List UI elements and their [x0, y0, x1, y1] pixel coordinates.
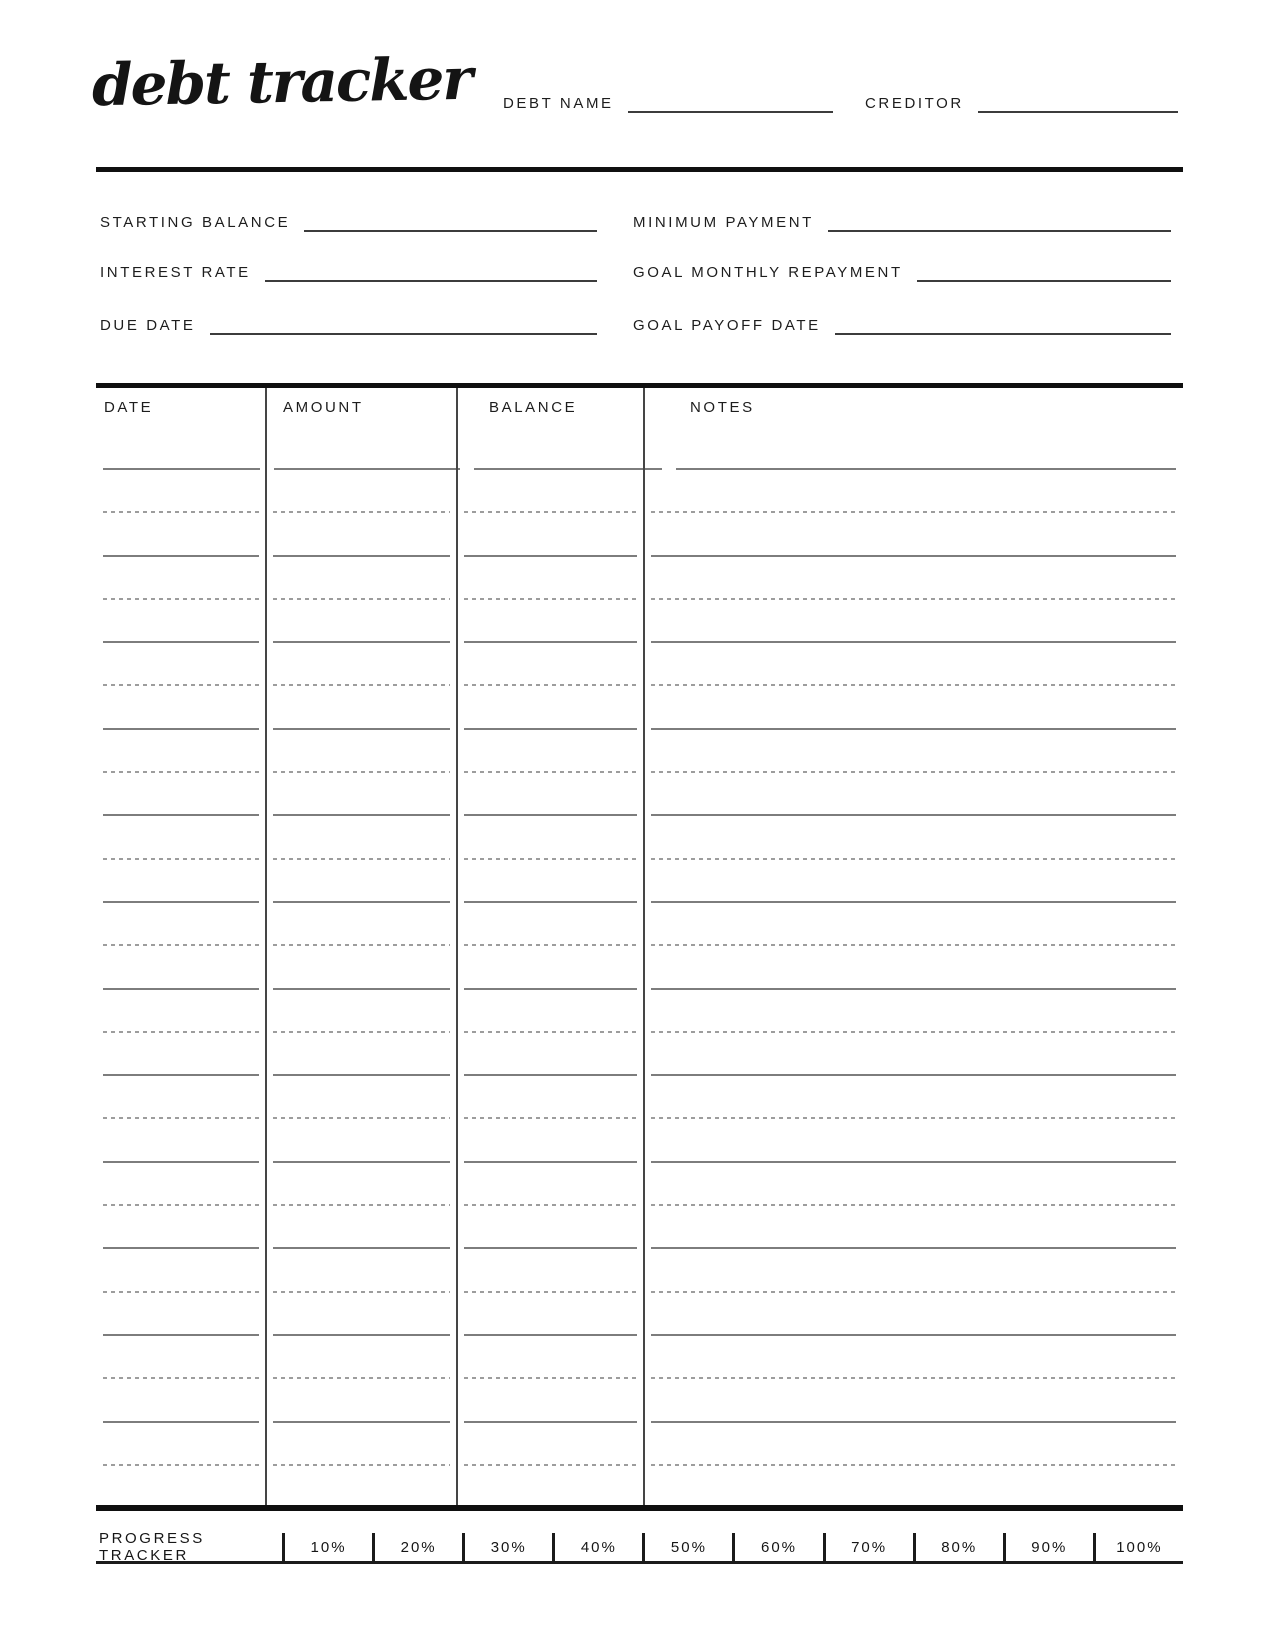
progress-segment-70[interactable]: [823, 1533, 913, 1561]
table-row: [96, 946, 1183, 989]
table-row: [96, 1379, 1183, 1422]
goal-monthly-repayment-fill-line[interactable]: [917, 280, 1171, 282]
writing-cell-notes[interactable]: [651, 730, 1176, 773]
table-row: [96, 643, 1183, 686]
debt-name-field: [503, 90, 833, 113]
writing-cell-date[interactable]: [103, 1033, 259, 1076]
writing-cell-notes[interactable]: [651, 1293, 1176, 1336]
writing-cell-date[interactable]: [103, 1423, 259, 1466]
writing-cell-amount[interactable]: [273, 1293, 450, 1336]
writing-cell-balance[interactable]: [464, 773, 637, 816]
writing-cell-amount[interactable]: [273, 1423, 450, 1466]
goal-payoff-date-label: GOAL PAYOFF DATE: [633, 316, 821, 334]
due-date-fill-line[interactable]: [210, 333, 597, 335]
writing-cell-date[interactable]: [103, 643, 259, 686]
writing-cell-balance[interactable]: [464, 686, 637, 729]
table-row: [96, 730, 1183, 773]
table-row: [96, 1336, 1183, 1379]
progress-milestone-label: 60%: [761, 1538, 798, 1556]
column-header-notes: NOTES: [676, 388, 1176, 470]
table-body: [96, 388, 1183, 1466]
table-row: [96, 903, 1183, 946]
column-header-amount: AMOUNT: [274, 388, 460, 470]
table-row: [96, 1076, 1183, 1119]
goal-payoff-date-fill-line[interactable]: [835, 333, 1171, 335]
starting-balance-field: [100, 208, 597, 232]
table-row: [96, 860, 1183, 903]
progress-segment-60[interactable]: [732, 1533, 822, 1561]
minimum-payment-field: [633, 208, 1171, 232]
table-row: [96, 557, 1183, 600]
writing-cell-amount[interactable]: [273, 1076, 450, 1119]
writing-cell-notes[interactable]: [651, 1033, 1176, 1076]
writing-cell-notes[interactable]: [651, 686, 1176, 729]
writing-cell-amount[interactable]: [273, 600, 450, 643]
progress-milestone-label: 70%: [851, 1538, 888, 1556]
writing-cell-notes[interactable]: [651, 1163, 1176, 1206]
writing-cell-balance[interactable]: [464, 946, 637, 989]
writing-cell-balance[interactable]: [464, 990, 637, 1033]
creditor-field: [865, 90, 1178, 113]
writing-cell-balance[interactable]: [464, 860, 637, 903]
writing-cell-date[interactable]: [103, 1163, 259, 1206]
table-row: [96, 1033, 1183, 1076]
progress-milestone-label: 40%: [580, 1538, 617, 1556]
writing-cell-balance[interactable]: [464, 1336, 637, 1379]
writing-cell-date[interactable]: [103, 903, 259, 946]
writing-cell-notes[interactable]: [651, 600, 1176, 643]
minimum-payment-label: MINIMUM PAYMENT: [633, 213, 814, 231]
writing-cell-notes[interactable]: [651, 860, 1176, 903]
writing-cell-balance[interactable]: [464, 557, 637, 600]
writing-cell-date[interactable]: [103, 990, 259, 1033]
goal-payoff-date-field: [633, 311, 1171, 335]
writing-cell-notes[interactable]: [651, 1206, 1176, 1249]
starting-balance-fill-line[interactable]: [304, 230, 597, 232]
debt-name-fill-line[interactable]: [628, 111, 833, 113]
header-divider: [96, 167, 1183, 172]
writing-cell-date[interactable]: [103, 1249, 259, 1292]
writing-cell-notes[interactable]: [651, 1249, 1176, 1292]
table-bottom-divider: [96, 1505, 1183, 1511]
progress-milestone-label: 100%: [1116, 1538, 1163, 1556]
table-row: [96, 1423, 1183, 1466]
writing-cell-date[interactable]: [103, 600, 259, 643]
writing-cell-date[interactable]: [103, 686, 259, 729]
writing-cell-date[interactable]: [103, 470, 259, 513]
writing-cell-amount[interactable]: [273, 860, 450, 903]
writing-cell-amount[interactable]: [273, 1033, 450, 1076]
writing-cell-balance[interactable]: [464, 1423, 637, 1466]
table-row: [96, 1293, 1183, 1336]
writing-cell-notes[interactable]: [651, 903, 1176, 946]
writing-cell-notes[interactable]: [651, 1336, 1176, 1379]
writing-cell-amount[interactable]: [273, 643, 450, 686]
writing-cell-amount[interactable]: [273, 1163, 450, 1206]
writing-cell-notes[interactable]: [651, 773, 1176, 816]
progress-segment-90[interactable]: [1003, 1533, 1093, 1561]
writing-cell-balance[interactable]: [464, 1249, 637, 1292]
writing-cell-amount[interactable]: [273, 1119, 450, 1162]
creditor-label: CREDITOR: [865, 94, 964, 112]
table-row: [96, 513, 1183, 556]
writing-cell-notes[interactable]: [651, 557, 1176, 600]
progress-milestone-label: 80%: [941, 1538, 978, 1556]
writing-cell-balance[interactable]: [464, 730, 637, 773]
writing-cell-balance[interactable]: [464, 1379, 637, 1422]
page-title: debt tracker: [91, 44, 472, 120]
writing-cell-balance[interactable]: [464, 1206, 637, 1249]
interest-rate-label: INTEREST RATE: [100, 263, 251, 281]
table-row: [96, 816, 1183, 859]
writing-cell-notes[interactable]: [651, 990, 1176, 1033]
writing-cell-notes[interactable]: [651, 1423, 1176, 1466]
progress-segment-100[interactable]: [1093, 1533, 1183, 1561]
writing-cell-date[interactable]: [103, 1379, 259, 1422]
writing-cell-amount[interactable]: [273, 816, 450, 859]
creditor-fill-line[interactable]: [978, 111, 1178, 113]
progress-segment-30[interactable]: [462, 1533, 552, 1561]
table-row: [96, 990, 1183, 1033]
table-row: [96, 1206, 1183, 1249]
writing-cell-balance[interactable]: [464, 1076, 637, 1119]
progress-milestone-label: 30%: [490, 1538, 527, 1556]
table-row: [96, 1249, 1183, 1292]
table-row: [96, 686, 1183, 729]
table-row: [96, 600, 1183, 643]
writing-cell-notes[interactable]: [651, 1379, 1176, 1422]
writing-cell-balance[interactable]: [464, 1163, 637, 1206]
writing-cell-notes[interactable]: [651, 470, 1176, 513]
writing-cell-date[interactable]: [103, 1076, 259, 1119]
progress-milestone-label: 10%: [310, 1538, 347, 1556]
due-date-field: [100, 311, 597, 335]
progress-segment-50[interactable]: [642, 1533, 732, 1561]
writing-cell-amount[interactable]: [273, 1336, 450, 1379]
writing-cell-notes[interactable]: [651, 816, 1176, 859]
table-row: [96, 1163, 1183, 1206]
writing-cell-date[interactable]: [103, 946, 259, 989]
table-row: [96, 470, 1183, 513]
writing-cell-balance[interactable]: [464, 903, 637, 946]
progress-segment-40[interactable]: [552, 1533, 642, 1561]
writing-cell-amount[interactable]: [273, 513, 450, 556]
column-header-date: DATE: [103, 388, 260, 470]
progress-segment-10[interactable]: [282, 1533, 372, 1561]
writing-cell-date[interactable]: [103, 860, 259, 903]
goal-monthly-repayment-field: [633, 258, 1171, 282]
table-row: [96, 1119, 1183, 1162]
writing-cell-balance[interactable]: [464, 513, 637, 556]
due-date-label: DUE DATE: [100, 316, 196, 334]
writing-cell-amount[interactable]: [273, 1249, 450, 1292]
writing-cell-date[interactable]: [103, 1206, 259, 1249]
progress-milestone-label: 50%: [670, 1538, 707, 1556]
progress-segment-20[interactable]: [372, 1533, 462, 1561]
column-separator: [265, 388, 267, 1505]
writing-cell-balance[interactable]: [464, 643, 637, 686]
writing-cell-amount[interactable]: [273, 686, 450, 729]
writing-cell-date[interactable]: [103, 773, 259, 816]
progress-tracker-label: PROGRESS TRACKER: [99, 1530, 205, 1564]
writing-cell-amount[interactable]: [273, 1379, 450, 1422]
payment-log-table: [96, 383, 1183, 1511]
writing-cell-date[interactable]: [103, 557, 259, 600]
writing-cell-date[interactable]: [103, 1293, 259, 1336]
interest-rate-field: [100, 258, 597, 282]
writing-cell-balance[interactable]: [464, 470, 637, 513]
writing-cell-balance[interactable]: [464, 600, 637, 643]
debt-name-label: DEBT NAME: [503, 94, 614, 112]
writing-cell-amount[interactable]: [273, 773, 450, 816]
writing-cell-notes[interactable]: [651, 1119, 1176, 1162]
progress-milestone-label: 90%: [1031, 1538, 1068, 1556]
writing-cell-amount[interactable]: [273, 470, 450, 513]
writing-cell-balance[interactable]: [464, 1033, 637, 1076]
progress-segment-80[interactable]: [913, 1533, 1003, 1561]
writing-cell-date[interactable]: [103, 1119, 259, 1162]
writing-cell-notes[interactable]: [651, 643, 1176, 686]
writing-cell-balance[interactable]: [464, 1293, 637, 1336]
writing-cell-notes[interactable]: [651, 1076, 1176, 1119]
column-header-balance: BALANCE: [474, 388, 662, 470]
interest-rate-fill-line[interactable]: [265, 280, 597, 282]
table-header-row: [96, 388, 1183, 470]
writing-cell-balance[interactable]: [464, 816, 637, 859]
starting-balance-label: STARTING BALANCE: [100, 213, 291, 231]
table-row: [96, 773, 1183, 816]
writing-cell-notes[interactable]: [651, 946, 1176, 989]
writing-cell-date[interactable]: [103, 1336, 259, 1379]
writing-cell-date[interactable]: [103, 816, 259, 859]
writing-cell-balance[interactable]: [464, 1119, 637, 1162]
writing-cell-amount[interactable]: [273, 946, 450, 989]
writing-cell-notes[interactable]: [651, 513, 1176, 556]
minimum-payment-fill-line[interactable]: [828, 230, 1171, 232]
progress-tracker: [96, 1530, 1183, 1564]
goal-monthly-repayment-label: GOAL MONTHLY REPAYMENT: [633, 263, 903, 281]
writing-cell-amount[interactable]: [273, 557, 450, 600]
writing-cell-amount[interactable]: [273, 990, 450, 1033]
column-separator: [643, 388, 645, 1505]
writing-cell-amount[interactable]: [273, 1206, 450, 1249]
column-separator: [456, 388, 458, 1505]
progress-milestone-label: 20%: [400, 1538, 437, 1556]
writing-cell-amount[interactable]: [273, 903, 450, 946]
writing-cell-date[interactable]: [103, 513, 259, 556]
writing-cell-date[interactable]: [103, 730, 259, 773]
writing-cell-amount[interactable]: [273, 730, 450, 773]
